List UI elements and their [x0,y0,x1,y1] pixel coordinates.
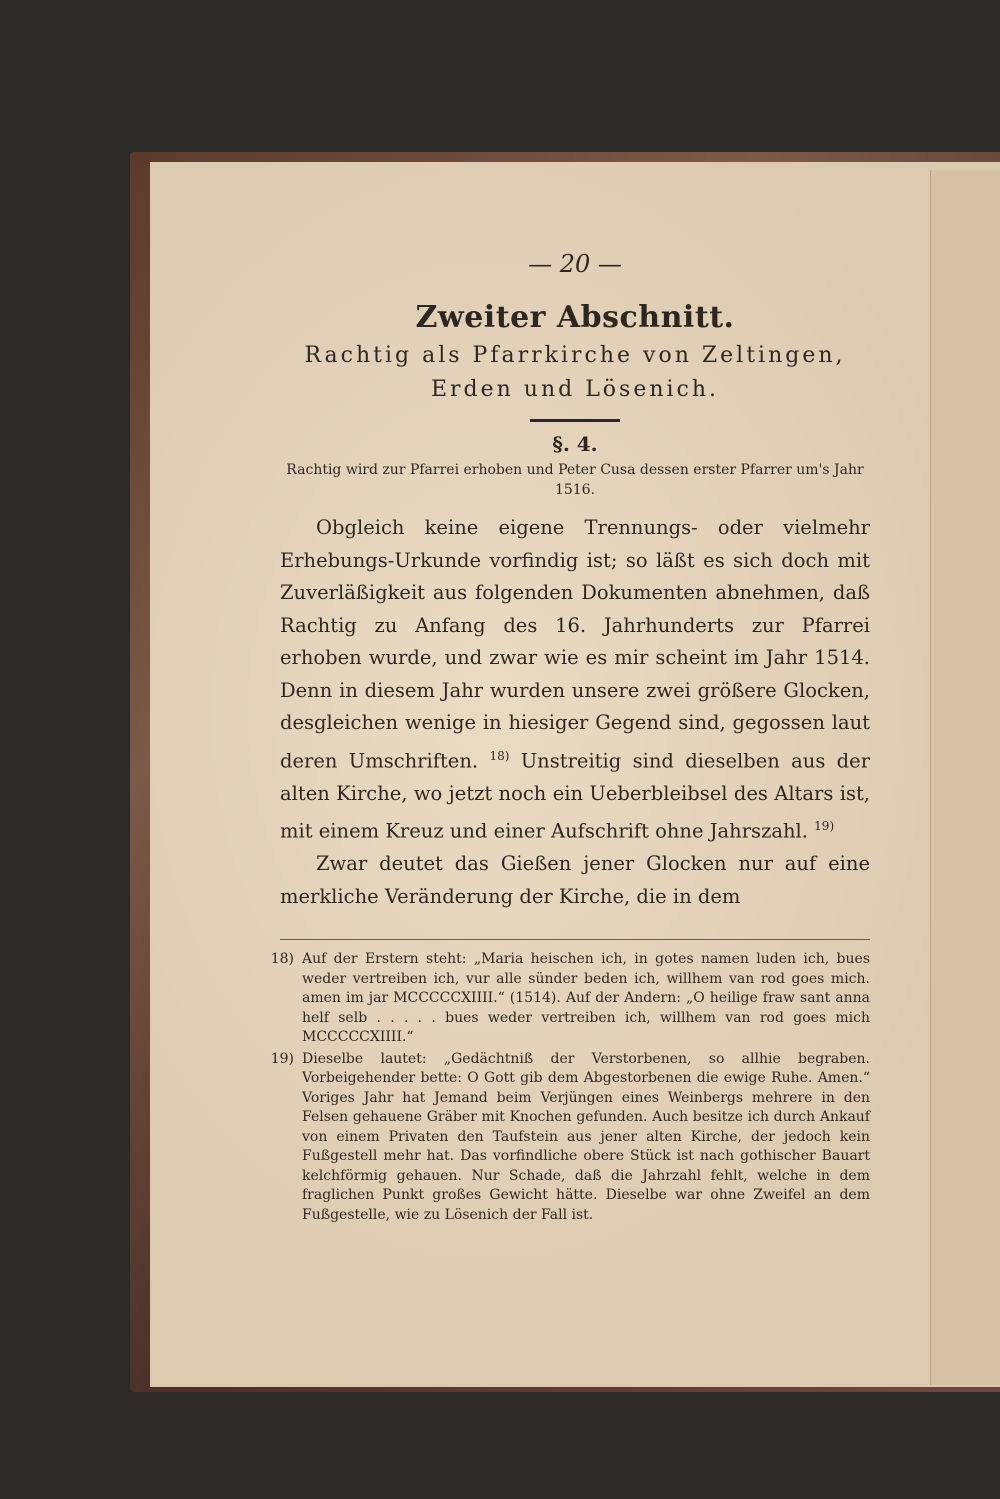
section-number: §. 4. [552,432,598,456]
footnote-18 [270,950,870,1048]
section-summary: Rachtig wird zur Pfarrei erhoben und Peter Cusa dessen erster Pfarrer um's Jahr 1516. [286,462,864,498]
title-rule [530,419,620,422]
page-number: — 20 — [528,250,622,278]
footnote-ref-18: 18) [489,748,510,763]
chapter-subtitle-line1: Rachtig als Pfarrkirche von Zeltingen, [304,343,846,368]
chapter-title: Zweiter Abschnitt. [415,300,735,335]
footnote-19 [270,1050,870,1226]
paragraph-1-continued: Unstreitig sind dieselben aus der alten Kirche, wo jetzt noch ein Ueberbleibsel des Altars ist, mit einem Kreuz und einer Aufschrift ohne Jahrszahl. [280,749,871,843]
paragraph-1 [280,512,870,848]
footnote-text: Dieselbe lautet: „Gedächtniß der Verstorbenen, so allhie begraben. Vorbeigehender bette: O Gott gib dem Abgestorbenen die ewige Ruhe. Amen.“ Voriges Jahr hat Jemand beim Verjüngen eines Weinbergs mehrere in den Felsen gehauene Gräber mit Knochen gefunden. Auch besitze ich durch Ankauf von einem Privaten den Taufstein aus jener alten Kirche, der jedoch kein Fußgestell mehr hat. Das vorfindliche obere Stück ist nach gothischer Bauart kelchförmig gehauen. Nur Schade, daß die Jahrzahl fehlt, welche in dem fraglichen Punkt großes Gewicht hätte. Dieselbe war ohne Zweifel an dem Fußgestelle, wie zu Lösenich der Fall ist. [302,1050,870,1223]
footnote-ref-19: 19) [814,819,835,833]
footnotes [270,939,870,1225]
paragraph-1-text: Obgleich keine eigene Trennungs- oder vielmehr Erhebungs-Urkunde vorfindig ist; so läßt es sich doch mit Zuverläßigkeit aus folgenden Dokumenten abnehmen, daß Rachtig zu Anfang des 16. Jahrhunderts zur Pfarrei erhoben wurde, und zwar wie es mir scheint im Jahr 1514. Denn in diesem Jahr wurden unsere zwei größere Glocken, desgleichen wenige in hiesiger Gegend sind, gegossen laut deren Umschriften. [280,516,870,772]
footnote-text: Auf der Erstern steht: „Maria heischen ich, in gotes namen luden ich, bues weder vertreiben ich, vur alle sünder beden ich, willhem van rod goes mich. amen im jar MCCCCCXIIII.“ (1514). Auf der Andern: „O heilige fraw sant anna helf selb . . . . . bues weder vertreiben ich, willhem van rod goes mich MCCCCCXIIII.“ [302,951,870,1045]
chapter-subtitle-line2: Erden und Lösenich. [430,377,720,402]
footnote-number: 18) [270,951,294,967]
footnote-number: 19) [270,1050,294,1067]
next-page-edge [930,170,1000,1385]
paragraph-2: Zwar deutet das Gießen jener Glocken nur auf eine merkliche Veränderung der Kirche, die in dem [280,852,870,908]
page-content [270,250,871,1227]
body-text [280,512,870,913]
